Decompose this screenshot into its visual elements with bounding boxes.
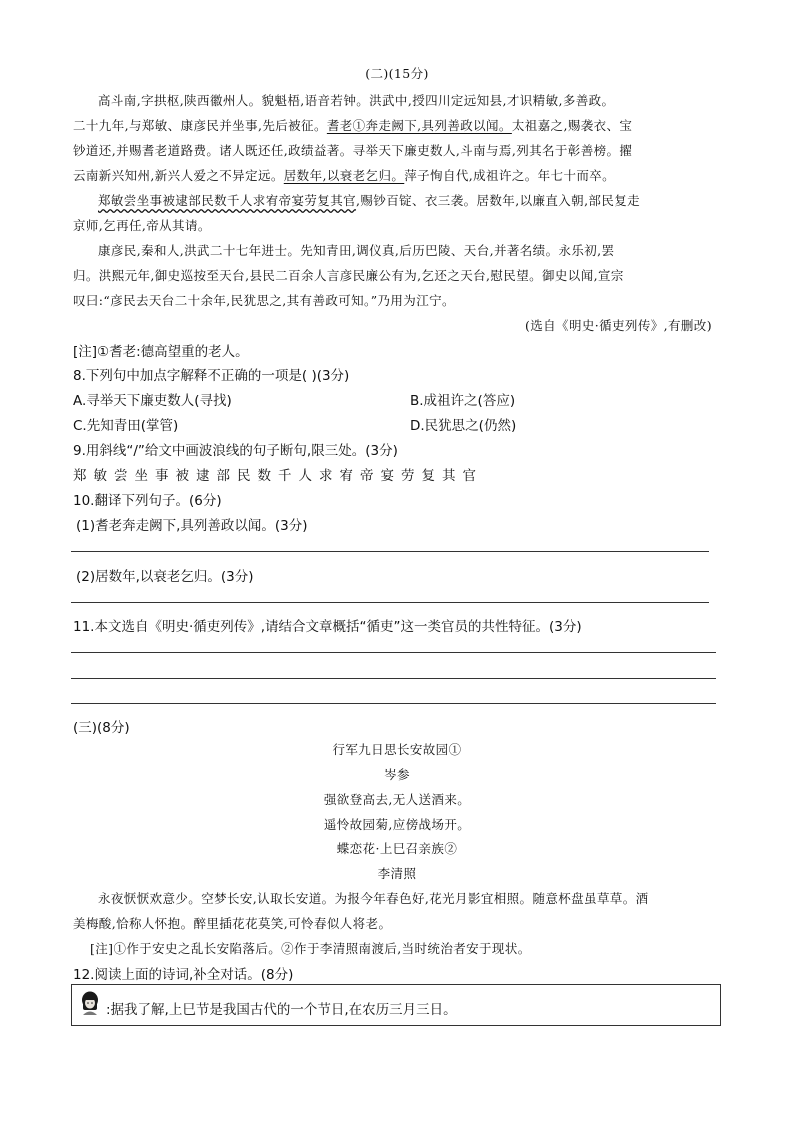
para1-line1: 高斗南,字拱枢,陕西徽州人。貌魁梧,语音若钟。洪武中,授四川定远知县,才识精敏,多善政。	[98, 93, 615, 108]
wavy-sentence: 郑敏尝坐事被逮部民数千人求宥帝宴劳复其官	[98, 193, 357, 208]
question-10: 10.翻译下列句子。(6分)	[73, 493, 222, 509]
q8-option-d[interactable]: D.民犹思之(仍然)	[410, 418, 517, 434]
question-9: 9.用斜线“/”给文中画波浪线的句子断句,限三处。(3分)	[73, 443, 398, 459]
para1-line4-a: 云南新兴知州,新兴人爱之不异定远。	[73, 168, 284, 183]
answer-line-q10-2[interactable]	[71, 602, 709, 603]
para1-line2	[73, 116, 632, 134]
poem1-line2: 遥怜故园菊,应傍战场开。	[323, 817, 471, 832]
q8-option-a[interactable]: A.寻举天下廉吏数人(寻找)	[73, 393, 232, 409]
section2-note: [注]①耆老:德高望重的老人。	[73, 344, 249, 360]
dialog-text: :据我了解,上巳节是我国古代的一个节日,在农历三月三日。	[106, 1002, 457, 1018]
underlined-sentence-1: 耆老①奔走阙下,具列善政以闻。	[326, 118, 512, 133]
answer-line-q11-2[interactable]	[71, 678, 716, 679]
poem1-author: 岑参	[384, 767, 410, 782]
q10-part2: (2)居数年,以衰老乞归。(3分)	[76, 569, 254, 585]
question-11: 11.本文选自《明史·循吏列传》,请结合文章概括“循吏”这一类官员的共性特征。(3分)	[73, 619, 582, 635]
poem1-line1: 强欲登高去,无人送酒来。	[323, 792, 471, 807]
answer-line-q11-3[interactable]	[71, 703, 716, 704]
section3-note: [注]①作于安史之乱长安陷落后。②作于李清照南渡后,当时统治者安于现状。	[90, 941, 531, 956]
q10-part1: (1)耆老奔走阙下,具列善政以闻。(3分)	[76, 518, 308, 534]
para1-line4	[73, 166, 615, 184]
para2-line1-b: ,赐钞百锭、衣三袭。居数年,以廉直入朝,部民复走	[356, 193, 641, 208]
source-citation: (选自《明史·循吏列传》,有删改)	[524, 318, 712, 333]
para1-line4-b: 萍子恂自代,成祖许之。年七十而卒。	[404, 168, 616, 183]
question-12	[73, 963, 293, 983]
poem2-author: 李清照	[377, 866, 417, 881]
para1-line2-b: 太祖嘉之,赐袭衣、宝	[511, 118, 633, 133]
poem2-body-line1: 永夜恹恹欢意少。空梦长安,认取长安道。为报今年春色好,花光月影宜相照。随意杯盘虽草草。酒	[98, 891, 649, 906]
para3-line3: 叹曰:“彦民去天台二十余年,民犹思之,其有善政可知。”乃用为江宁。	[73, 293, 455, 308]
section3-header: (三)(8分)	[73, 720, 130, 736]
para1-line2-a: 二十九年,与郑敏、康彦民并坐事,先后被征。	[73, 118, 327, 133]
section2-header: (二)(15分)	[365, 66, 429, 81]
q9-sentence: 郑敏尝坐事被逮部民数千人求宥帝宴劳复其官	[73, 468, 483, 484]
para2-line1	[98, 191, 640, 209]
q8-option-b[interactable]: B.成祖许之(答应)	[410, 393, 516, 409]
question-12-text: 12.阅读上面的诗词,补全对话。(8分)	[73, 967, 294, 983]
student-avatar-icon	[80, 991, 100, 1017]
para3-line2: 归。洪熙元年,御史巡按至天台,县民二百余人言彦民廉公有为,乞还之天台,慰民望。御史以闻,宣宗	[73, 268, 624, 283]
poem1-title: 行军九日思长安故园①	[332, 742, 462, 757]
poem2-title: 蝶恋花·上巳召亲族②	[336, 841, 458, 856]
underlined-sentence-2: 居数年,以衰老乞归。	[283, 168, 405, 183]
answer-line-q10-1[interactable]	[71, 551, 709, 552]
answer-line-q11-1[interactable]	[71, 652, 716, 653]
dialog-box	[71, 984, 721, 1026]
para1-line3: 钞道还,并赐耆老道路费。诸人既还任,政绩益著。寻举天下廉吏数人,斗南与焉,列其名于彰善榜。擢	[73, 143, 633, 158]
para2-line2: 京师,乞再任,帝从其请。	[73, 218, 211, 233]
para3-line1: 康彦民,秦和人,洪武二十七年进士。先知青田,调仪真,后历巴陵、天台,并著名绩。永乐初,罢	[98, 243, 615, 258]
poem2-body-line2: 美梅酸,恰称人怀抱。醉里插花花莫笑,可怜春似人将老。	[73, 916, 392, 931]
question-8: 8.下列句中加点字解释不正确的一项是( )(3分)	[73, 368, 350, 384]
q8-option-c[interactable]: C.先知青田(掌管)	[73, 418, 179, 434]
